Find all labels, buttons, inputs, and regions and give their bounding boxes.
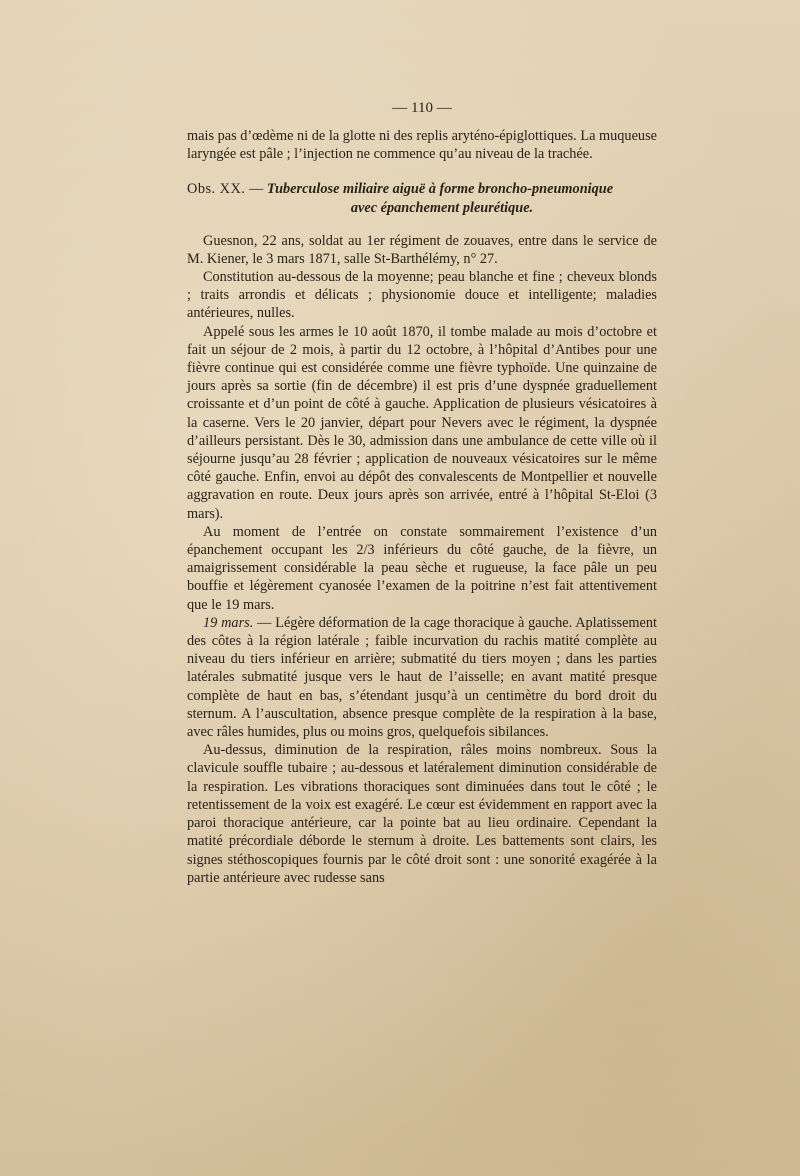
paragraph-date: 19 mars. — [203, 614, 254, 631]
observation-dash: — — [249, 181, 264, 198]
intro-paragraph: mais pas d’œdème ni de la glotte ni des replis aryténo-épiglottiques. La muqueuse laryngée est pâle ; l’injection ne commence qu’au niveau de la trachée. — [187, 128, 657, 163]
page-number: — 110 — — [392, 100, 452, 116]
paragraph-constitution: Constitution au-dessous de la moyenne; peau blanche et fine ; cheveux blonds ; traits arrondis et délicats ; physionomie douce et intelligente; maladies antérieures, nulles. — [187, 269, 657, 322]
paragraph-march-19 — [187, 614, 657, 741]
paragraph-entry-exam: Au moment de l’entrée on constate sommairement l’existence d’un épanchement occupant les 2/3 inférieurs du côté gauche, de la fièvre, un amaigrissement considérable la peau sèche et rugueuse, la face pâle un peu bouffie et légèrement cyanosée l’examen de la poitrine n’est fait attentivement que le 19 mars. — [187, 523, 657, 613]
paragraph-date-text: — Légère déformation de la cage thoracique à gauche. Aplatissement des côtes à la région latérale ; faible incurvation du rachis matité complète au niveau du tiers inférieur en arrière; submatité du tiers moyen ; dans les parties latérales submatité jusque vers le haut de l’aisselle; en avant matité presque complète de haut en bas, s’étendant jusqu’à un centimètre du bord droit du sternum. A l’auscultation, absence presque complète de la respiration à la base, avec râles humides, plus ou moins gros, quelquefois sibilances. — [187, 614, 658, 741]
paragraph-history: Appelé sous les armes le 10 août 1870, il tombe malade au mois d’octobre et fait un séjour de 2 mois, à partir du 12 octobre, à l’hôpital d’Antibes pour une fièvre continue qui est considérée comme une fièvre typhoïde. Une quinzaine de jours après sa sortie (fin de décembre) il est pris d’une dyspnée graduellement croissante et d’un point de côté à gauche. Application de plusieurs vésicatoires à la caserne. Vers le 20 janvier, départ pour Nevers avec le régiment, la dyspnée d’ailleurs persistant. Dès le 30, admission dans une ambulance de cette ville où il séjourne jusqu’au 28 février ; application de nouveaux vésicatoires sur le même côté gauche. Enfin, envoi au dépôt des convalescents de Montpellier et nouvelle aggravation en route. Deux jours après son arrivée, entré à l’hôpital St-Eloi (3 mars). — [187, 323, 657, 522]
observation-title-line2: avec épanchement pleurétique. — [350, 200, 534, 216]
observation-heading — [187, 180, 657, 217]
text-body — [187, 100, 657, 887]
observation-label: Obs. XX. — [187, 181, 246, 198]
paragraph-auscultation: Au-dessus, diminution de la respiration, râles moins nombreux. Sous la clavicule souffle tubaire ; au-dessous et latéralement diminution considérable de la respiration. Les vibrations thoraciques sont diminuées dans tout le côté ; le retentissement de la voix est exagéré. Le cœur est évidemment en rapport avec la paroi thoracique antérieure, car la pointe bat au lieu ordinaire. Cependant la matité précordiale déborde le sternum à droite. Les battements sont clairs, les signes stéthoscopiques fournis par le côté droit sont : une sonorité exagérée à la partie antérieure avec rudesse sans — [187, 742, 657, 886]
paragraph-patient-admission: Guesnon, 22 ans, soldat au 1er régiment de zouaves, entre dans le service de M. Kiener, le 3 mars 1871, salle St-Barthélémy, n° 27. — [187, 232, 657, 267]
observation-title-line1: Tuberculose miliaire aiguë à forme broncho-pneumonique — [266, 181, 614, 198]
